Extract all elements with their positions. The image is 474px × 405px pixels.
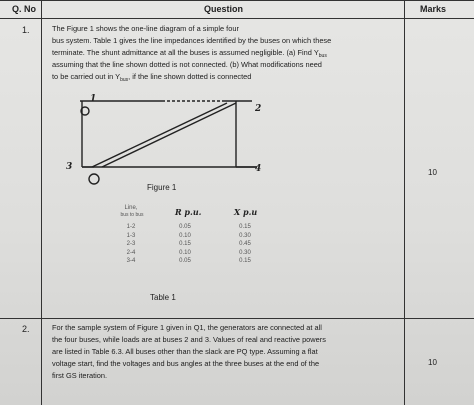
q1-line-4: assuming that the line shown dotted is not connected. (b) What modifications need	[52, 60, 322, 69]
q2-line-4: voltage start, find the voltages and bus angles at the three buses at the end of the	[52, 359, 320, 368]
table-row-4-r: 0.10	[179, 249, 191, 256]
table-row-3-x: 0.45	[239, 241, 251, 247]
table-header-x: X p.u	[234, 207, 258, 217]
generator-bus3	[89, 174, 99, 184]
table-row-4-line: 2-4	[126, 249, 136, 256]
q1-line-5b: , if the line shown dotted is connected	[128, 72, 252, 81]
q2-line-3: are listed in Table 6.3. All buses other than the slack are PQ type. Assuming a flat	[52, 347, 318, 356]
figure-label: Figure 1	[147, 183, 177, 192]
bus1-label: 1	[90, 94, 97, 104]
frame-top	[0, 0, 474, 1]
table-row-2-x: 0.30	[239, 232, 251, 239]
impedance-table	[110, 205, 290, 280]
table-row-2-line: 1-3	[126, 232, 136, 239]
bus2-label: 2	[255, 104, 262, 114]
table-row-2-r: 0.10	[179, 232, 191, 239]
col-divider-right	[404, 0, 405, 405]
q2-line-5: first GS iteration.	[52, 371, 108, 380]
bus4-label: 4	[255, 164, 262, 174]
table-header-bus: bus to bus	[120, 212, 144, 218]
line-1-3-diagonal	[92, 103, 227, 167]
table-r-col	[170, 223, 200, 266]
q1-q2-divider	[0, 318, 474, 319]
table-row-3-r: 0.15	[179, 241, 191, 247]
table-x-col	[230, 223, 260, 266]
q2-line-1: For the sample system of Figure 1 given in Q1, the generators are connected at all	[52, 323, 322, 332]
header-marks: Marks	[420, 4, 447, 14]
table-row-5-x: 0.15	[239, 258, 251, 264]
q1-line-2: bus system. Table 1 gives the line impedances identified by the buses on which these	[52, 36, 332, 45]
col-divider-left	[41, 0, 42, 405]
q2-marks: 10	[428, 358, 437, 367]
q1-number: 1.	[22, 25, 30, 35]
q1-marks: 10	[428, 168, 437, 177]
table-row-3-line: 2-3	[126, 241, 136, 247]
q2-number: 2.	[22, 324, 30, 334]
q1-line-5	[52, 71, 251, 86]
table-row-1-x: 0.15	[239, 224, 251, 230]
header-qno: Q. No	[12, 4, 36, 14]
table-header-r: R p.u.	[175, 207, 202, 217]
q1-line-5a: to be carried out in Y	[52, 72, 121, 81]
table-row-1-r: 0.05	[179, 224, 191, 230]
table-label: Table 1	[150, 293, 176, 302]
bus3-label: 3	[66, 162, 73, 172]
header-bottom-border	[0, 18, 474, 19]
ybus-subscript-2: bus	[120, 77, 129, 83]
one-line-diagram	[52, 95, 412, 200]
table-header-line: Line,	[124, 205, 138, 211]
table-row-4-x: 0.30	[239, 249, 251, 256]
table-row-5-line: 3-4	[126, 258, 136, 264]
q2-line-2: the four buses, while loads are at buses 2 and 3. Values of real and reactive powers	[52, 335, 326, 344]
table-row-1-line: 1-2	[126, 224, 136, 230]
q1-line-1: The Figure 1 shows the one-line diagram of a simple four	[52, 24, 239, 33]
table-line-col	[116, 223, 146, 266]
table-row-5-r: 0.05	[179, 258, 191, 264]
ybus-subscript: bus	[318, 53, 327, 59]
header-question: Question	[204, 4, 244, 14]
line-2-4-diagonal	[102, 103, 236, 167]
q1-line-3-text: terminate. The shunt admittance at all the buses is assumed negligible. (a) Find Y	[52, 48, 319, 57]
